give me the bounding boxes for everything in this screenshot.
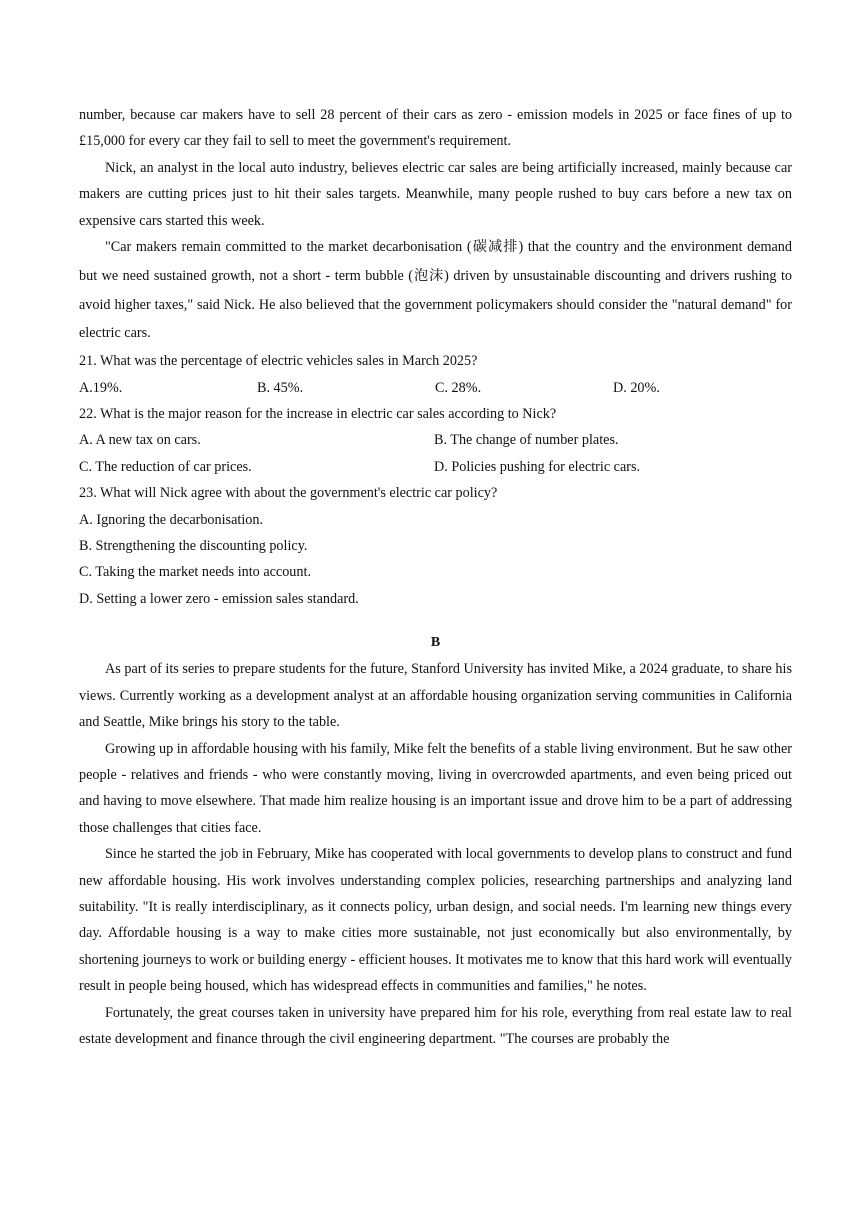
passage-b-paragraph-3: Since he started the job in February, Mike has cooperated with local governments to develop plans to construct and fund new affordable housing. His work involves understanding complex policies, researching partnerships and analyzing land suitability. "It is really interdisciplinary, as it connects policy, urban design, and social needs. I'm learning new things every day. Affordable housing is a way to make cities more sustainable, not just economically but also environmentally, by shortening journeys to work or building energy - efficient houses. It motivates me to know that this hard work will eventually result in people being housed, which has widespread effects in communities and families," he notes. [79, 846, 792, 995]
passage-b-paragraph-4: Fortunately, the great courses taken in university have prepared him for his role, everything from real estate law to real estate development and finance through the civil engineering department. "The courses are probably the [79, 1004, 792, 1047]
question-23-option-b: B. Strengthening the discounting policy. [79, 538, 308, 555]
question-23 [79, 480, 792, 612]
question-22 [79, 401, 792, 480]
document-page [79, 102, 792, 1052]
question-22-option-d: D. Policies pushing for electric cars. [434, 458, 641, 475]
question-21-option-a: A.19%. [79, 379, 123, 396]
passage-b-paragraph-2: Growing up in affordable housing with his family, Mike felt the benefits of a stable living environment. But he saw other people - relatives and friends - who were constantly moving, living in overcrowded apartments, and even being priced out and having to move elsewhere. That made him realize housing is an important issue and drove him to be a part of addressing those challenges that cities face. [79, 740, 792, 836]
passage-a-paragraph-3: "Car makers remain committed to the market decarbonisation (碳减排) that the country and the environment demand but we need sustained growth, not a short - term bubble (泡沫) driven by unsustainable discounting and drivers rushing to avoid higher taxes," said Nick. He also believed that the government policymakers should consider the "natural demand" for electric cars. [79, 239, 792, 342]
question-21-option-c: C. 28%. [435, 379, 482, 396]
question-22-options-row-2 [79, 454, 792, 480]
section-heading-b: B [430, 635, 441, 651]
question-21-options [79, 375, 792, 401]
question-21-option-b: B. 45%. [257, 379, 304, 396]
question-23-option-c: C. Taking the market needs into account. [79, 564, 311, 581]
question-22-stem: 22. What is the major reason for the increase in electric car sales according to Nick? [79, 406, 557, 423]
passage-a-paragraph-2: Nick, an analyst in the local auto industry, believes electric car sales are being artificially increased, mainly because car makers are cutting prices just to hit their sales targets. Meanwhile, many people rushed to buy cars before a new tax on expensive cars started this week. [79, 159, 792, 229]
passage-a-paragraph-1: number, because car makers have to sell 28 percent of their cars as zero - emission models in 2025 or face fines of up to £15,000 for every car they fail to sell to meet the government's requirement. [79, 107, 792, 150]
question-22-option-b: B. The change of number plates. [434, 432, 619, 449]
question-23-stem: 23. What will Nick agree with about the government's electric car policy? [79, 485, 498, 502]
question-22-option-a: A. A new tax on cars. [79, 432, 201, 449]
question-22-option-c: C. The reduction of car prices. [79, 458, 252, 475]
question-21 [79, 348, 792, 401]
question-21-option-d: D. 20%. [613, 379, 660, 396]
passage-b-paragraph-1: As part of its series to prepare students for the future, Stanford University has invited Mike, a 2024 graduate, to share his views. Currently working as a development analyst at an affordable housing organization serving communities in California and Seattle, Mike brings his story to the table. [79, 661, 792, 731]
question-23-option-d: D. Setting a lower zero - emission sales standard. [79, 590, 359, 607]
question-22-options-row-1 [79, 427, 792, 453]
question-21-stem: 21. What was the percentage of electric vehicles sales in March 2025? [79, 353, 478, 370]
question-23-option-a: A. Ignoring the decarbonisation. [79, 511, 263, 528]
